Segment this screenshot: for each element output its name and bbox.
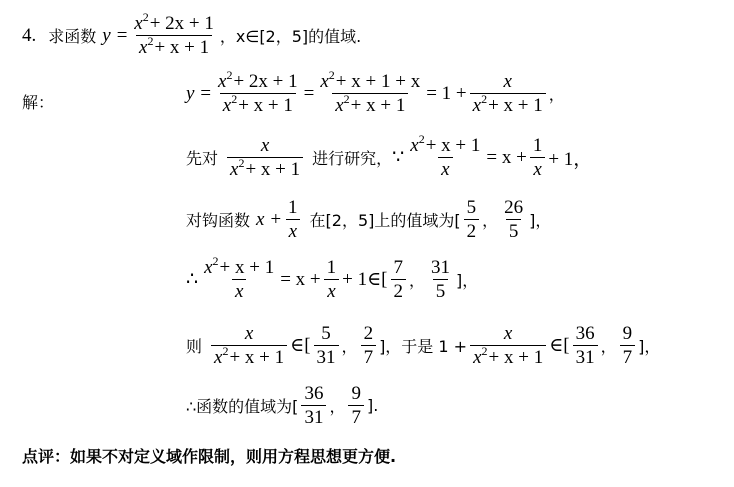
solution-line-5	[186, 324, 660, 368]
line4-equals: = x +	[280, 268, 321, 290]
line3-prefix: 对钩函数	[186, 211, 251, 231]
line4-comma: ，	[409, 271, 426, 291]
because-symbol: ∵	[392, 147, 405, 169]
line4-mid: + 1∈[	[342, 269, 388, 291]
line6-tail: ].	[366, 396, 379, 416]
line5-fraction-b: $\frac{2}{7}$	[361, 324, 377, 368]
comment: 点评：如果不对定义域作限制，则用方程思想更方便.	[22, 447, 397, 466]
solution-line-2	[186, 132, 593, 180]
problem-y-eq: y =	[102, 24, 129, 46]
line3-comma: ，	[482, 211, 499, 231]
line5-tail: ]，	[638, 337, 661, 357]
line3-tail: ]，	[529, 211, 552, 231]
line5-fraction-2: $\frac{x}{x^2+ x + 1}$	[470, 324, 546, 368]
line2-prefix: 先对	[186, 149, 219, 169]
therefore-symbol: ∴	[186, 269, 199, 291]
problem-number: 4.	[22, 24, 37, 46]
line5-in-1: ∈[	[290, 335, 311, 357]
line5-fraction-c: $\frac{36}{31}$	[573, 324, 598, 368]
line1-equals-one-plus: = 1 +	[426, 82, 467, 104]
line3-fraction-b: $\frac{26}{5}$	[504, 197, 524, 242]
solution-line-6	[186, 384, 378, 428]
line4-fraction-b: $\frac{31}{5}$	[431, 257, 451, 302]
line5-prefix: 则	[186, 337, 203, 357]
line5-fraction-a: $\frac{5}{31}$	[314, 324, 339, 368]
line3-fraction-1: $\frac{1}{x}$	[285, 198, 301, 242]
line2-fraction-2: $\frac{x^2+ x + 1}{x}$	[410, 132, 481, 180]
line5-comma-2: ，	[600, 337, 617, 357]
line6-prefix: ∴函数的值域为[	[186, 397, 299, 417]
line5-comma-1: ，	[341, 337, 358, 357]
solution-line-4	[186, 254, 479, 302]
line6-fraction-a: $\frac{36}{31}$	[301, 384, 326, 428]
line1-fraction-3: $\frac{x}{x^2+ x + 1}$	[470, 72, 546, 116]
line4-fraction-1: $\frac{x^2+ x + 1}{x}$	[204, 254, 275, 302]
line4-tail: ]，	[456, 271, 479, 291]
solution-line-3	[186, 198, 551, 242]
line3-expr: x +	[256, 208, 283, 230]
line4-fraction-a: $\frac{7}{2}$	[391, 258, 407, 302]
solution-line-1	[186, 68, 565, 116]
line2-mid: 进行研究，	[312, 149, 393, 169]
line1-tail: ，	[548, 85, 565, 105]
line2-tail: + 1，	[548, 149, 593, 171]
line4-fraction-2: $\frac{1}{x}$	[324, 258, 340, 302]
line6-comma: ，	[329, 397, 346, 417]
problem-statement	[22, 10, 362, 58]
line1-fraction-2: $\frac{x^2+ x + 1 + x}{x^2+ x + 1}$	[320, 68, 421, 116]
line5-in-2: ∈[	[549, 335, 570, 357]
problem-fraction: $\frac{x^2+ 2x + 1}{x^2+ x + 1}$	[134, 10, 214, 58]
problem-prefix: 求函数	[48, 27, 97, 47]
line6-fraction-b: $\frac{9}{7}$	[348, 384, 364, 428]
solution-label: 解：	[22, 93, 55, 112]
line3-mid: 在[2，5]上的值域为[	[309, 211, 461, 231]
line1-y-eq: y =	[186, 82, 213, 104]
line5-mid: ]，于是 1 +	[379, 337, 468, 357]
line5-fraction-1: $\frac{x}{x^2+ x + 1}$	[211, 324, 287, 368]
line1-fraction-1: $\frac{x^2+ 2x + 1}{x^2+ x + 1}$	[218, 68, 298, 116]
line2-fraction-1: $\frac{x}{x^2+ x + 1}$	[227, 136, 303, 180]
line2-fraction-3: $\frac{1}{x}$	[530, 136, 546, 180]
line1-equals: =	[303, 82, 315, 104]
problem-domain: ，x∈[2，5]的值域.	[219, 27, 362, 47]
line3-fraction-a: $\frac{5}{2}$	[464, 198, 480, 242]
line5-fraction-d: $\frac{9}{7}$	[620, 324, 636, 368]
line2-equals: = x +	[486, 146, 527, 168]
